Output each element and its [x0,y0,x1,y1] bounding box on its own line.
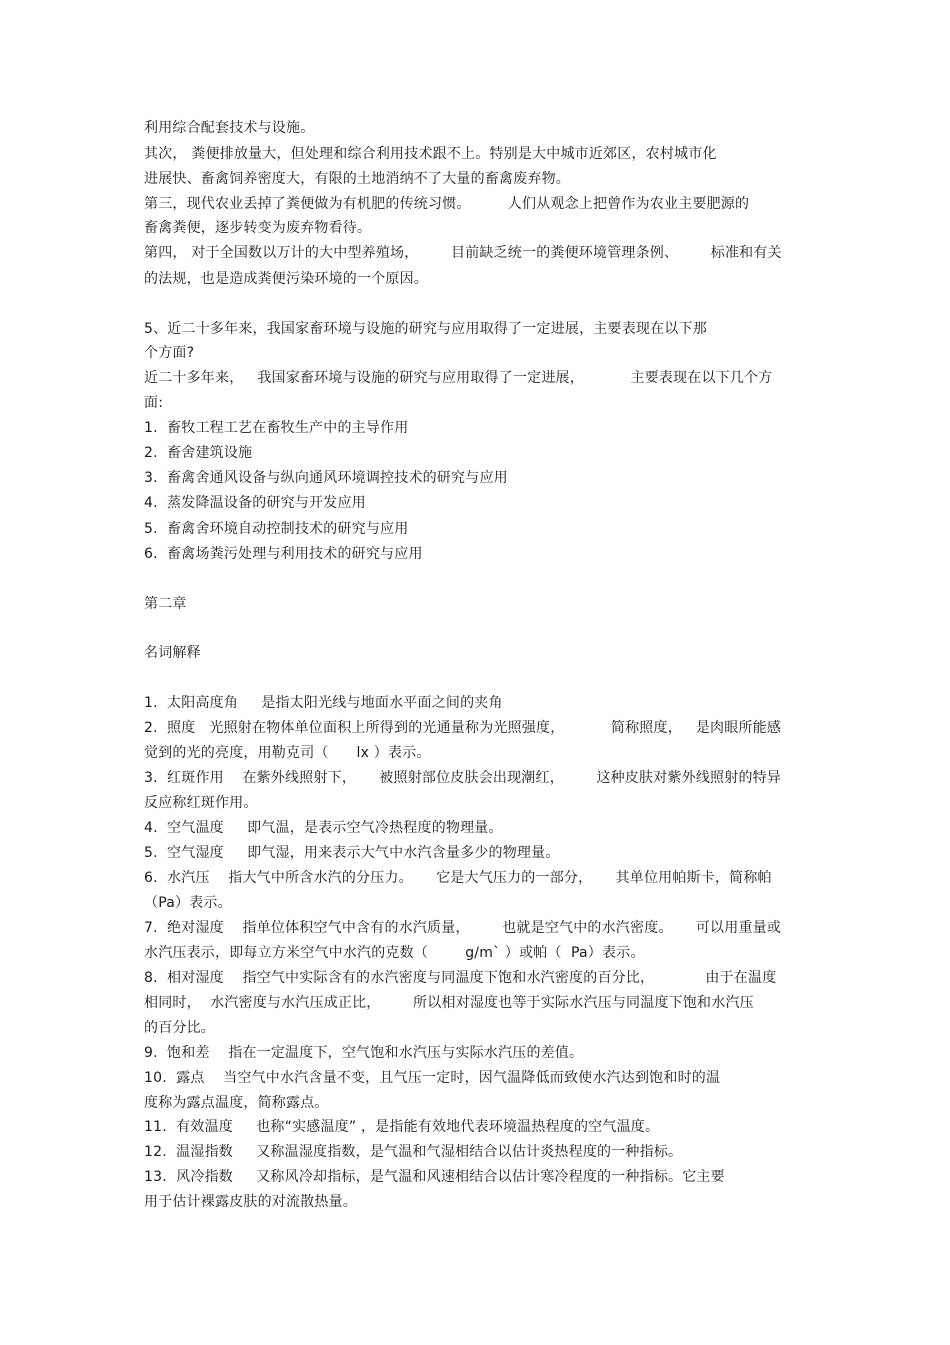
definition-item: 的百分比。 [144,1020,215,1036]
definition-item: 5. 空气湿度 即气湿，用来表示大气中水汽含量多少的物理量。 [144,845,560,861]
definition-item: 10. 露点 当空气中水汽含量不变，且气压一定时，因气温降低而致使水汽达到饱和时的温 [144,1070,721,1086]
definition-item: 8. 相对湿度 指空气中实际含有的水汽密度与同温度下饱和水汽密度的百分比， 由于在温度 [144,970,777,986]
definition-item: （Pa）表示。 [144,895,232,911]
list-item: 2. 畜舍建筑设施 [144,445,253,461]
definition-item: 3. 红斑作用 在紫外线照射下， 被照射部位皮肤会出现潮红， 这种皮肤对紫外线照射的特异 [144,770,782,786]
list-item: 1. 畜牧工程工艺在畜牧生产中的主导作用 [144,420,409,436]
chapter-heading: 第二章 [144,596,187,612]
definition-item: 水汽压表示，即每立方米空气中水汽的克数（ g/m` ）或帕（ Pa）表示。 [144,945,645,961]
question-heading: 个方面? [144,345,195,361]
text-line: 面: [144,395,164,411]
definition-item: 13. 风冷指数 又称风冷却指标，是气温和风速相结合以估计寒冷程度的一种指标。它主要 [144,1169,725,1185]
definition-item: 用于估计裸露皮肤的对流散热量。 [144,1194,357,1210]
text-line: 第三，现代农业丢掉了粪便做为有机肥的传统习惯。 人们从观念上把曾作为农业主要肥源的 [144,196,750,212]
text-line: 进展快、畜禽饲养密度大，有限的土地消纳不了大量的畜禽废弃物。 [144,171,570,187]
text-line: 其次， 粪便排放量大，但处理和综合利用技术跟不上。特别是大中城市近郊区，农村城市化 [144,146,717,162]
definition-item: 相同时， 水汽密度与水汽压成正比， 所以相对湿度也等于实际水汽压与同温度下饱和水汽压 [144,995,754,1011]
definition-item: 12. 温湿指数 又称温湿度指数，是气温和气湿相结合以估计炎热程度的一种指标。 [144,1144,683,1160]
text-line: 畜禽粪便，逐步转变为废弃物看待。 [144,220,372,236]
definition-item: 9. 饱和差 指在一定温度下，空气饱和水汽压与实际水汽压的差值。 [144,1045,584,1061]
list-item: 6. 畜禽场粪污处理与利用技术的研究与应用 [144,546,423,562]
definition-item: 6. 水汽压 指大气中所含水汽的分压力。 它是大气压力的一部分， 其单位用帕斯卡，简称帕 [144,870,772,886]
definition-item: 觉到的光的亮度，用勒克司（ lx ）表示。 [144,745,431,761]
definition-item: 2. 照度 光照射在物体单位面积上所得到的光通量称为光照强度， 简称照度， 是肉眼所能感 [144,720,782,736]
question-heading: 5、近二十多年来，我国家畜环境与设施的研究与应用取得了一定进展，主要表现在以下那 [144,321,707,337]
definition-item: 度称为露点温度，简称露点。 [144,1095,329,1111]
definition-item: 7. 绝对湿度 指单位体积空气中含有的水汽质量， 也就是空气中的水汽密度。 可以用重量或 [144,920,782,936]
text-line: 第四， 对于全国数以万计的大中型养殖场， 目前缺乏统一的粪便环境管理条例、 标准和有关 [144,245,782,261]
text-line: 利用综合配套技术与设施。 [144,120,315,136]
definition-item: 反应称红斑作用。 [144,795,258,811]
list-item: 5. 畜禽舍环境自动控制技术的研究与应用 [144,521,409,537]
definition-item: 1. 太阳高度角 是指太阳光线与地面水平面之间的夹角 [144,695,503,711]
text-line: 的法规，也是造成粪便污染环境的一个原因。 [144,271,428,287]
text-line: 近二十多年来， 我国家畜环境与设施的研究与应用取得了一定进展， 主要表现在以下几个方 [144,370,773,386]
list-item: 3. 畜禽舍通风设备与纵向通风环境调控技术的研究与应用 [144,470,508,486]
definition-item: 4. 空气温度 即气温，是表示空气冷热程度的物理量。 [144,820,503,836]
list-item: 4. 蒸发降温设备的研究与开发应用 [144,495,366,511]
section-heading: 名词解释 [144,645,201,661]
definition-item: 11. 有效温度 也称“实感温度” ，是指能有效地代表环境温热程度的空气温度。 [144,1119,660,1135]
